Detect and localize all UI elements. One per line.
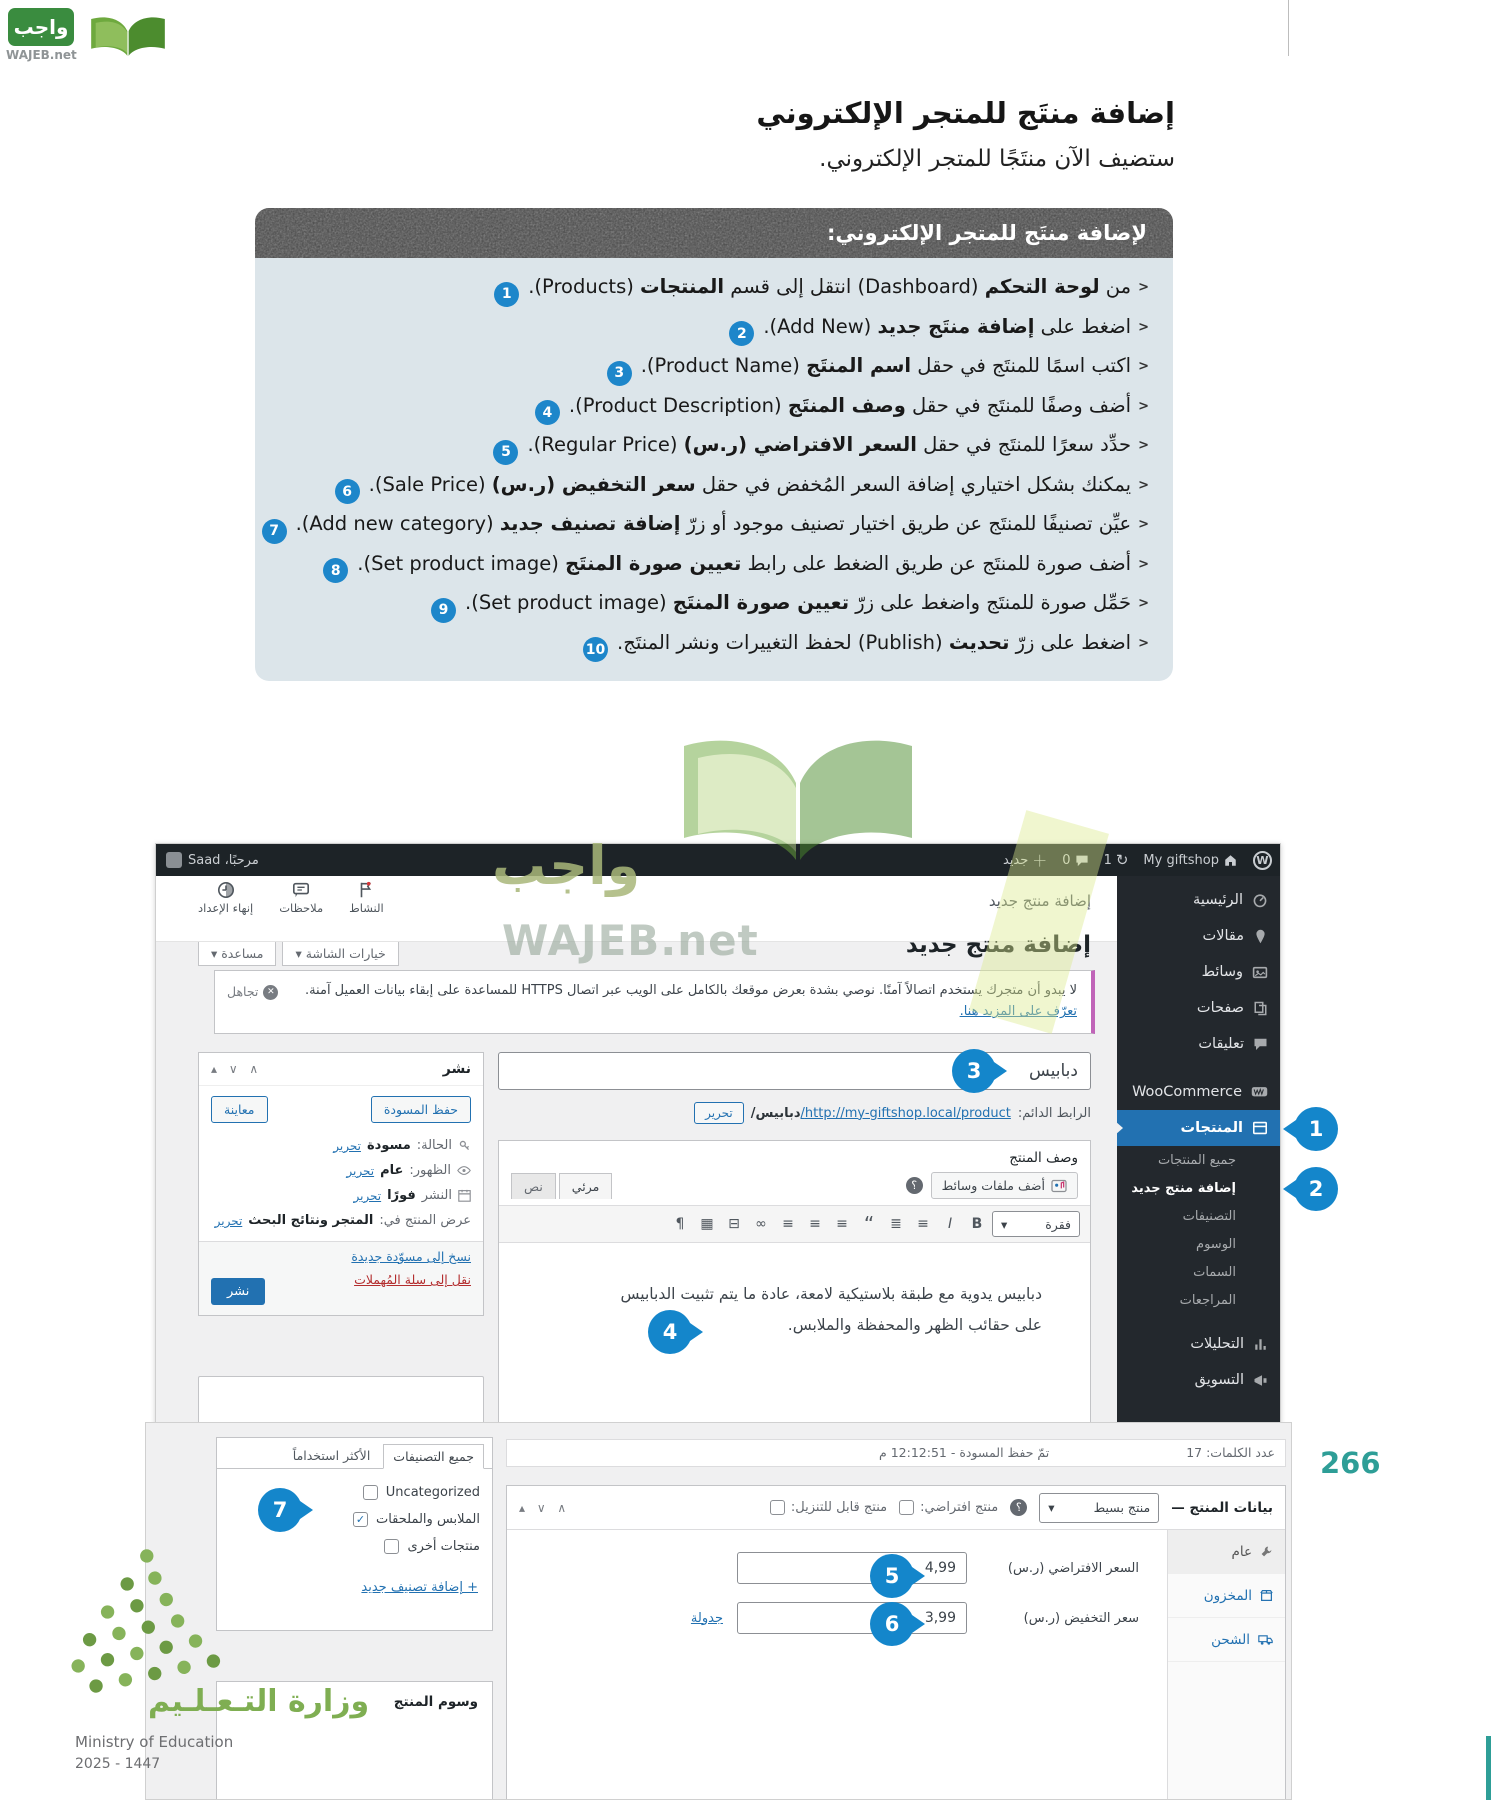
step-7: <عيِّن تصنيفًا للمنتَج عن طريق اختيار تصنيف موجود أو زرّ إضافة تصنيف جديد (Add new category).7 (273, 505, 1149, 545)
step-9: <حَمِّل صورة للمنتَج واضغط على زرّ تعيين صورة المنتَج (Set product image).9 (273, 584, 1149, 624)
page-edge-line (1288, 0, 1289, 56)
most-used-tab[interactable]: الأكثر استخداماً (292, 1448, 371, 1463)
regular-price-label: السعر الافتراضي (ر.س) (1007, 1560, 1139, 1576)
publish-button[interactable]: نشر (211, 1278, 265, 1305)
permalink-link[interactable]: http://my-giftshop.local/product/ (800, 1105, 1011, 1121)
product-data-title: بيانات المنتج — (1171, 1499, 1273, 1516)
permalink-row: الرابط الدائم: http://my-giftshop.local/product/دبابيس/ تحرير (498, 1102, 1091, 1124)
collapse-arrows[interactable]: ▴ ∨ ∧ (211, 1062, 263, 1076)
catalog-visibility-row: عرض المنتج في: المتجر ونتائج البحث تحرير (214, 1213, 471, 1228)
sidebar-item-analytics[interactable]: التحليلات (1115, 1326, 1280, 1362)
bullet-list-icon[interactable]: ≡ (917, 1216, 929, 1232)
instruction-box (255, 208, 1173, 681)
more-tag-icon[interactable]: ⊟ (728, 1216, 740, 1232)
eye-icon (457, 1165, 471, 1176)
sidebar-item-marketing[interactable]: التسويق (1115, 1362, 1280, 1398)
sidebar-item-posts[interactable]: مقالات (1115, 918, 1280, 954)
home-icon (1223, 853, 1238, 868)
sidebar-subitem-attributes[interactable]: السمات (1193, 1264, 1236, 1280)
pages-icon (1253, 1001, 1268, 1016)
category-item-clothing: الملابس والملحقات ✓ (229, 1506, 480, 1533)
page-subtitle: ستضيف الآن منتَجًا للمتجر الإلكتروني. (819, 146, 1175, 172)
clock-icon (217, 881, 235, 899)
media-row (499, 1172, 1090, 1199)
step-1: <من لوحة التحكم (Dashboard) انتقل إلى قسم المنتجات (Products).1 (273, 268, 1149, 308)
help-tab[interactable]: مساعدة ▾ (198, 942, 276, 966)
tab-inventory[interactable]: المخزون (1168, 1574, 1285, 1618)
category-list (217, 1469, 492, 1595)
help-icon[interactable]: ؟ (906, 1177, 923, 1194)
collapse-arrows[interactable]: ▴ ∨ ∧ (519, 1500, 571, 1515)
media-icon (1051, 1179, 1067, 1193)
instruction-steps (255, 258, 1173, 681)
link-icon[interactable]: ∞ (755, 1216, 767, 1232)
callout-4: 4 (648, 1310, 692, 1354)
wrench-icon (1260, 1545, 1273, 1558)
updates-button[interactable]: ↻ 1 (1103, 851, 1129, 869)
wajeb-logo: واجب (8, 8, 74, 46)
category-checkbox-checked[interactable]: ✓ (353, 1512, 368, 1527)
add-media-button[interactable]: أضف ملفات وسائط (931, 1172, 1078, 1199)
sale-price-input[interactable] (737, 1602, 967, 1634)
tab-general[interactable]: عام (1168, 1530, 1285, 1574)
sale-price-row (535, 1602, 1139, 1634)
sidebar-item-dashboard[interactable]: الرئيسية (1115, 882, 1280, 918)
step-number-badge: 5 (493, 440, 518, 465)
step-number-badge: 8 (323, 558, 348, 583)
truck-icon (1258, 1634, 1273, 1646)
watermark-book-icon (668, 688, 928, 878)
toolbar-toggle-icon[interactable]: ▦ (700, 1216, 714, 1232)
publish-panel (198, 1052, 484, 1316)
callout-5: 5 (870, 1554, 914, 1598)
edit-catalog-link[interactable]: تحرير (214, 1213, 243, 1228)
italic-icon[interactable]: I (947, 1216, 953, 1232)
products-icon (1252, 1121, 1268, 1135)
chevron-down-icon: ▾ (1001, 1216, 1008, 1232)
sidebar-item-pages[interactable]: صفحات (1115, 990, 1280, 1026)
finish-setup-button[interactable]: إنهاء الإعداد (198, 881, 253, 915)
help-icon[interactable]: ؟ (1010, 1499, 1027, 1516)
category-item-uncategorized: Uncategorized (229, 1479, 480, 1506)
schedule-sale-link[interactable]: جدولة (690, 1610, 723, 1626)
sidebar-item-products[interactable]: المنتجات (1115, 1110, 1280, 1146)
editor-column (498, 1052, 1091, 1440)
note-icon (292, 881, 310, 899)
regular-price-input[interactable] (737, 1552, 967, 1584)
page-edge-teal-bar (1486, 1736, 1491, 1800)
calendar-icon (458, 1189, 471, 1202)
downloadable-checkbox-row: منتج قابل للتنزيل: (770, 1500, 887, 1515)
step-5: <حدِّد سعرًا للمنتَج في حقل السعر الافتراضي (ر.س) (Regular Price).5 (273, 426, 1149, 466)
visual-tab[interactable]: مرئي (559, 1173, 613, 1199)
add-category-link[interactable]: + إضافة تصنيف جديد (361, 1580, 478, 1595)
watermark-domain: WAJEB.net (502, 916, 759, 965)
product-tags-title: وسوم المنتج (393, 1694, 478, 1710)
product-data-tabs (1167, 1530, 1285, 1800)
https-notice: لا يبدو أن متجرك يستخدم اتصالاً آمنًا. نوصي بشدة بعرض موقعك بالكامل على الويب عبر اتصال HTTPS للمساعدة على إبقاء بيانات العميل آمنة. تعرّف على المزيد هنا. ✕ تجاهل (214, 970, 1095, 1034)
step-number-badge: 1 (494, 282, 519, 307)
ministry-years: 2025 - 1447 (75, 1756, 161, 1772)
category-checkbox[interactable] (384, 1539, 399, 1554)
sale-price-label: سعر التخفيض (ر.س) (1023, 1610, 1139, 1626)
align-right-icon[interactable]: ≡ (836, 1216, 848, 1232)
editor-mode-tabs (511, 1173, 612, 1199)
callout-3: 3 (952, 1049, 996, 1093)
align-left-icon[interactable]: ≡ (782, 1216, 794, 1232)
dismiss-notice-button[interactable]: ✕ تجاهل (227, 982, 278, 1003)
preview-button[interactable]: معاينة (211, 1096, 268, 1123)
comments-button[interactable]: 0 (1062, 853, 1088, 868)
step-number-badge: 7 (262, 519, 287, 544)
product-description-text[interactable]: دبابيس يدوية مع طبقة بلاستيكية لامعة، عادة ما يتم تثبيت الدبابيس على حقائب الظهر والمحفظة والملابس. (620, 1285, 1042, 1334)
edit-visibility-link[interactable]: تحرير (346, 1163, 375, 1178)
close-icon: ✕ (263, 985, 278, 1000)
numbered-list-icon[interactable]: ≣ (890, 1216, 902, 1232)
sidebar-subitem-add-new-product[interactable]: إضافة منتج جديد (1131, 1180, 1236, 1196)
step-number-badge: 2 (729, 321, 754, 346)
publish-panel-title: نشر (442, 1061, 471, 1077)
callout-2: 2 (1294, 1167, 1338, 1211)
downloadable-checkbox[interactable] (770, 1500, 785, 1515)
tab-shipping[interactable]: الشحن (1168, 1618, 1285, 1662)
category-item-other: منتجات أخرى (229, 1533, 480, 1560)
paragraph-style-dropdown[interactable]: فقرة ▾ (992, 1211, 1080, 1237)
screen-title-small: إضافة منتج جديد (988, 892, 1091, 910)
step-number-badge: 4 (535, 400, 560, 425)
paragraph-mark-icon[interactable]: ¶ (675, 1216, 685, 1232)
sidebar-subitem-tags[interactable]: الوسوم (1196, 1236, 1236, 1252)
sidebar-item-woocommerce[interactable]: WooCommerce (1115, 1074, 1280, 1110)
sidebar-item-media[interactable]: وسائط (1115, 954, 1280, 990)
pin-icon (1253, 929, 1268, 944)
step-10: <اضغط على زرّ تحديث (Publish) لحفظ التغييرات ونشر المنتَج.10 (273, 624, 1149, 664)
publish-column (198, 1052, 484, 1316)
page-number: 266 (1320, 1446, 1381, 1480)
key-icon (458, 1139, 471, 1152)
step-3: <اكتب اسمًا للمنتَج في حقل اسم المنتَج (Product Name).3 (273, 347, 1149, 387)
align-center-icon[interactable]: ≡ (809, 1216, 821, 1232)
dashboard-icon (1252, 892, 1268, 908)
editor-status-bar (506, 1439, 1286, 1467)
activity-button[interactable]: النشاط (349, 881, 384, 915)
step-number-badge: 9 (431, 598, 456, 623)
product-description-panel (498, 1140, 1091, 1440)
user-greeting[interactable]: مرحبًا، Saad (188, 852, 259, 868)
add-product-heading: إضافة منتج جديد (905, 932, 1091, 958)
inventory-box-icon (1260, 1589, 1273, 1602)
step-4: <أضف وصفًا للمنتَج في حقل وصف المنتَج (Product Description).4 (273, 387, 1149, 427)
callout-7: 7 (258, 1488, 302, 1532)
all-categories-tab[interactable]: جميع التصنيفات (383, 1444, 484, 1469)
sidebar-subitem-all-products[interactable]: جميع المنتجات (1157, 1152, 1236, 1168)
sidebar-subitem-reviews[interactable]: المراجعات (1179, 1292, 1236, 1308)
step-number-badge: 6 (335, 479, 360, 504)
megaphone-icon (1253, 1373, 1268, 1388)
virtual-checkbox-row: منتج افتراضي: (899, 1500, 998, 1515)
step-8: <أضف صورة للمنتَج عن طريق الضغط على رابط تعيين صورة المنتَج (Set product image).8 (273, 545, 1149, 585)
blockquote-icon[interactable]: “ (863, 1212, 875, 1236)
visibility-row: الظهور: عام تحرير (199, 1158, 483, 1183)
save-draft-button[interactable]: حفظ المسودة (371, 1096, 471, 1123)
setup-buttons (198, 881, 384, 915)
ministry-name-en: Ministry of Education (75, 1733, 234, 1751)
ministry-arabic-logo: وزارة التـعـلـيم (148, 1684, 370, 1719)
page-title: إضافة منتَج للمتجر الإلكتروني (756, 96, 1175, 130)
regular-price-row (535, 1552, 1139, 1584)
instruction-box-title: لإضافة منتَج للمتجر الإلكتروني: (827, 221, 1147, 245)
callout-1: 1 (1294, 1107, 1338, 1151)
book-icon (86, 0, 170, 62)
virtual-checkbox[interactable] (899, 1500, 914, 1515)
status-row: الحالة: مسودة تحرير (199, 1133, 483, 1158)
product-data-screenshot (145, 1422, 1292, 1800)
edit-status-link[interactable]: تحرير (333, 1138, 361, 1153)
site-name-link[interactable]: My giftshop (1143, 853, 1238, 868)
user-avatar (166, 852, 182, 868)
comments-icon (1253, 1037, 1268, 1051)
analytics-icon (1253, 1337, 1268, 1352)
chevron-down-icon: ▾ (1048, 1500, 1055, 1515)
woocommerce-icon (1251, 1086, 1268, 1099)
step-2: <اضغط على إضافة منتَج جديد (Add New).2 (273, 308, 1149, 348)
description-panel-title: وصف المنتج (1009, 1150, 1078, 1166)
product-type-dropdown[interactable]: منتج بسيط ▾ (1039, 1493, 1159, 1523)
move-to-trash-link[interactable]: نقل إلى سلة المُهملات (354, 1272, 471, 1287)
flag-icon (357, 881, 375, 899)
categories-panel (216, 1437, 493, 1631)
wordpress-logo-icon[interactable]: W (1253, 851, 1272, 870)
step-6: <يمكنك بشكل اختياري إضافة السعر المُخفض في حقل سعر التخفيض (ر.س) (Sale Price).6 (273, 466, 1149, 506)
draft-saved-status: تمّ حفظ المسودة - 12:12:51 م (879, 1445, 1050, 1460)
learn-more-link[interactable]: تعرّف على المزيد هنا. (959, 1004, 1077, 1020)
sidebar-subitem-categories[interactable]: التصنيفات (1182, 1208, 1236, 1224)
edit-permalink-button[interactable]: تحرير (694, 1102, 744, 1124)
wajeb-domain: WAJEB.net (6, 48, 77, 62)
word-count: عدد الكلمات: 17 (1186, 1445, 1275, 1460)
new-content-button[interactable]: ＋ جديد (1002, 851, 1048, 870)
screen-options-tab[interactable]: خيارات الشاشة ▾ (282, 942, 398, 966)
callout-6: 6 (870, 1602, 914, 1646)
sidebar-item-comments[interactable]: تعليقات (1115, 1026, 1280, 1062)
step-number-badge: 10 (583, 637, 608, 662)
instruction-box-header (255, 208, 1173, 258)
text-tab[interactable]: نص (511, 1173, 556, 1199)
editor-toolbar (499, 1205, 1090, 1243)
screen-option-tabs (198, 942, 399, 966)
edit-schedule-link[interactable]: تحرير (353, 1188, 382, 1203)
category-checkbox[interactable] (363, 1485, 378, 1500)
copy-to-draft-link[interactable]: نسخ إلى مسوّدة جديدة (351, 1249, 471, 1264)
bold-icon[interactable]: B (971, 1216, 983, 1232)
media-icon (1252, 965, 1268, 980)
notes-button[interactable]: ملاحظات (279, 881, 323, 915)
pricing-fields (507, 1530, 1167, 1800)
step-number-badge: 3 (607, 361, 632, 386)
admin-sidebar (1115, 876, 1280, 1439)
watermark-text: واجب (492, 834, 641, 897)
schedule-row: النشر فورًا تحرير (199, 1183, 483, 1208)
